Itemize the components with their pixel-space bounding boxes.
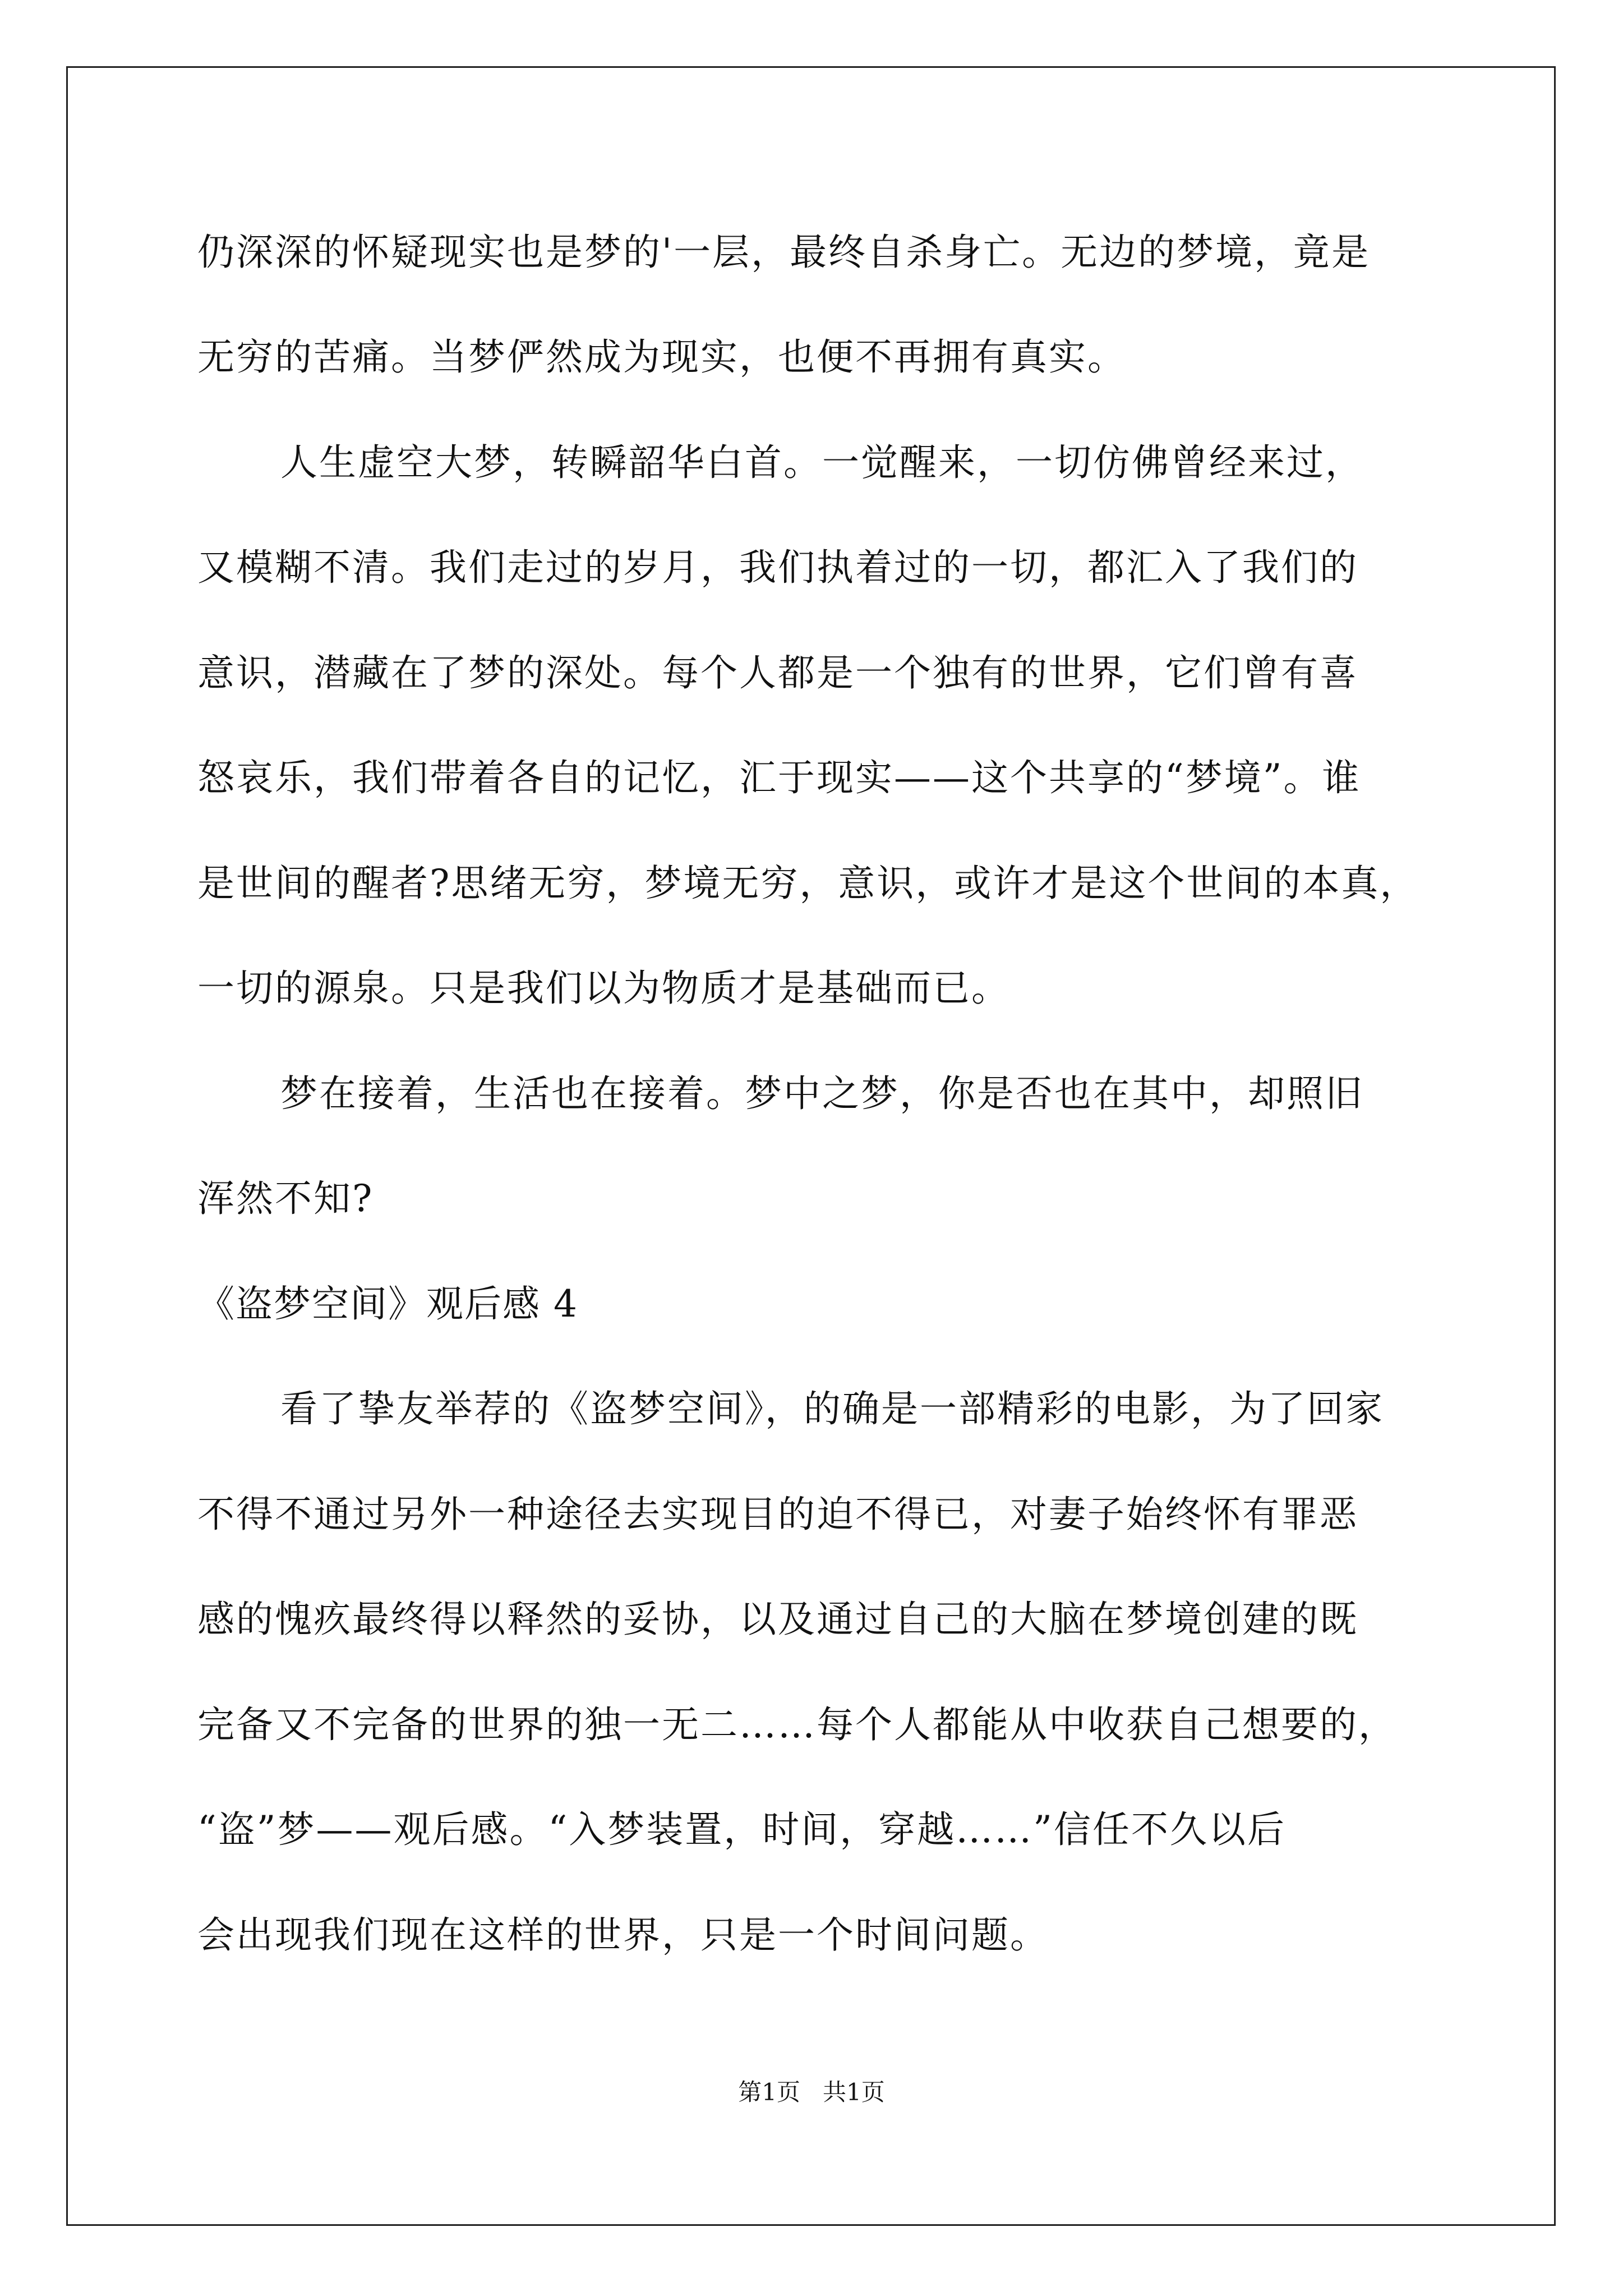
body-line: 意识，潜藏在了梦的深处。每个人都是一个独有的世界，它们曾有喜 [197, 651, 1358, 694]
body-line: 看了挚友举荐的《盗梦空间》，的确是一部精彩的电影，为了回家 [280, 1387, 1384, 1430]
body-line: 仍深深的怀疑现实也是梦的'一层，最终自杀身亡。无边的梦境，竟是 [197, 231, 1371, 274]
body-line: 人生虚空大梦，转瞬韶华白首。一觉醒来，一切仿佛曾经来过， [280, 441, 1364, 484]
body-line: 是世间的醒者?思绪无穷，梦境无穷，意识，或许才是这个世间的本真， [197, 862, 1419, 905]
page-footer: 第1页 共1页 [738, 2078, 885, 2106]
body-line: 完备又不完备的世界的独一无二……每个人都能从中收获自己想要的， [197, 1703, 1397, 1746]
body-line: 会出现我们现在这样的世界，只是一个时间问题。 [197, 1913, 1049, 1957]
body-line: 浑然不知? [197, 1177, 374, 1220]
body-line: “盗”梦——观后感。“入梦装置，时间，穿越……”信任不久以后 [197, 1808, 1286, 1851]
section-heading: 《盗梦空间》观后感 4 [197, 1282, 578, 1326]
body-line: 怒哀乐，我们带着各自的记忆，汇于现实——这个共享的“梦境”。谁 [197, 756, 1361, 799]
body-line: 梦在接着，生活也在接着。梦中之梦，你是否也在其中，却照旧 [280, 1072, 1364, 1115]
body-line: 一切的源泉。只是我们以为物质才是基础而已。 [197, 967, 1010, 1010]
body-line: 无穷的苦痛。当梦俨然成为现实，也便不再拥有真实。 [197, 335, 1126, 379]
body-line: 感的愧疚最终得以释然的妥协，以及通过自己的大脑在梦境创建的既 [197, 1598, 1358, 1641]
page-border [66, 66, 1556, 2226]
body-line: 不得不通过另外一种途径去实现目的迫不得已，对妻子始终怀有罪恶 [197, 1493, 1358, 1536]
body-line: 又模糊不清。我们走过的岁月，我们执着过的一切，都汇入了我们的 [197, 546, 1358, 589]
